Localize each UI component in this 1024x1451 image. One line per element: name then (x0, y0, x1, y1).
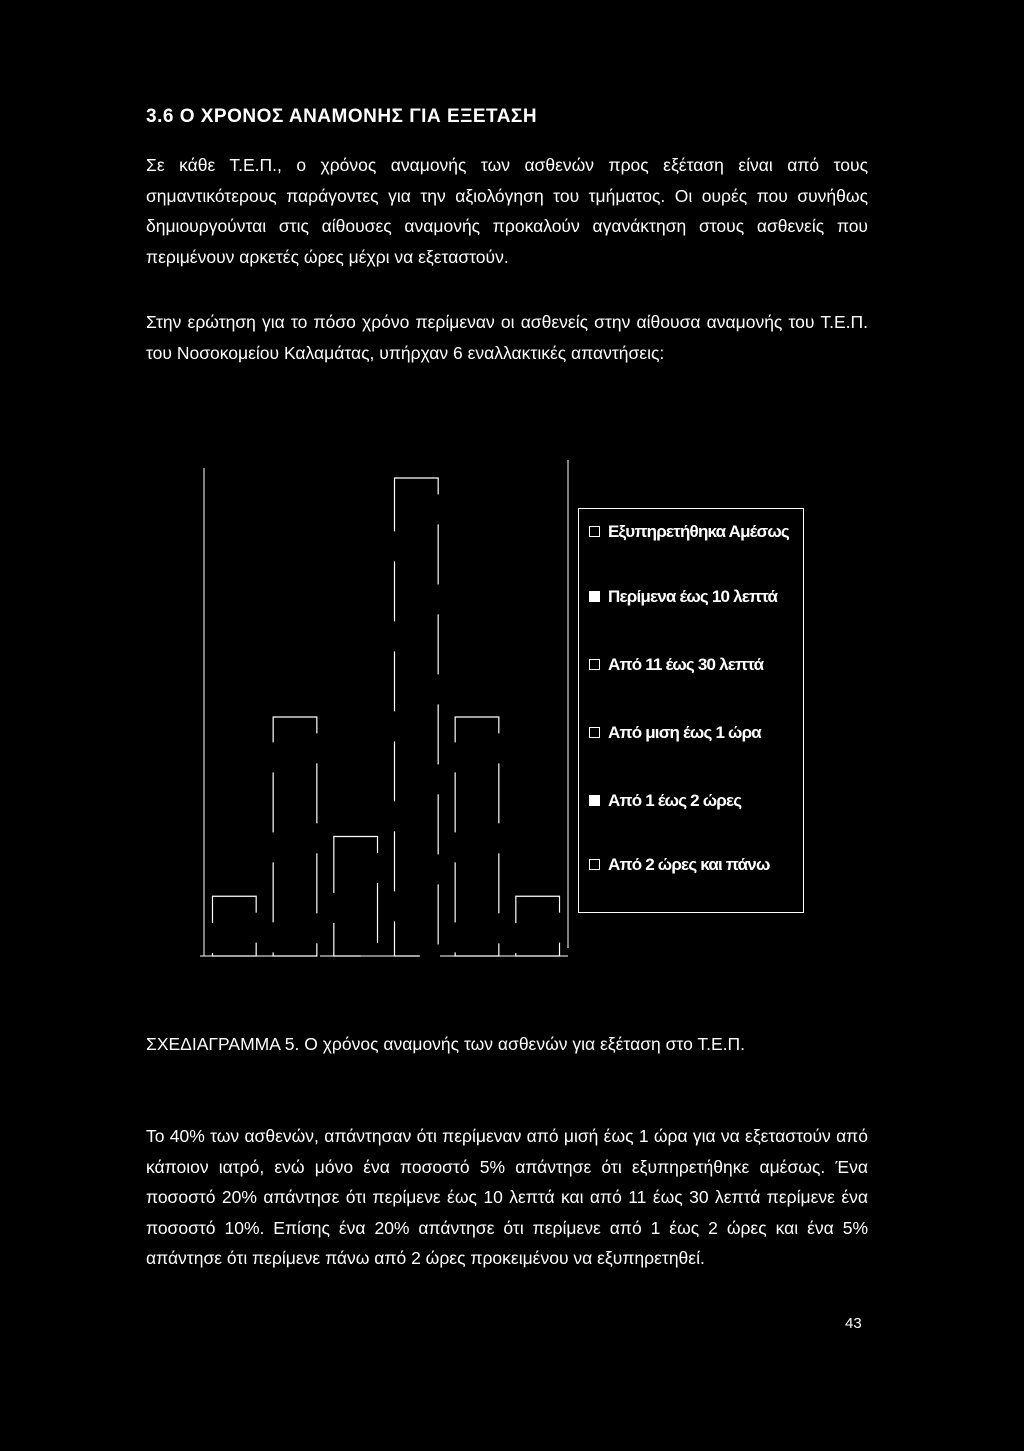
legend-swatch-solid-icon (589, 795, 600, 806)
page-number: 43 (845, 1315, 862, 1332)
intro-paragraph: Σε κάθε Τ.Ε.Π., ο χρόνος αναμονής των ασθενών προς εξέταση είναι από τους σημαντικότερους παράγοντες για την αξιολόγηση του τμήματος. Οι ουρές που συνήθως δημιουργούνται στις αίθουσες αναμονής προκαλούν αγανάκτηση στους ασθενείς που περιμένουν αρκετές ώρες μέχρι να εξεταστούν. (146, 155, 868, 267)
section-heading: 3.6 Ο ΧΡΟΝΟΣ ΑΝΑΜΟΝΗΣ ΓΙΑ ΕΞΕΤΑΣΗ (146, 106, 538, 127)
legend-item-over-2-hours (589, 850, 793, 880)
legend-item-1-to-2-hours (589, 786, 793, 816)
legend-swatch-outline-icon (589, 859, 600, 870)
legend-item-11-to-30-min (589, 650, 793, 680)
legend-swatch-outline-icon (589, 727, 600, 738)
legend-item-half-to-1-hour (589, 718, 793, 748)
legend-label: Από 1 έως 2 ώρες (608, 791, 742, 810)
bar-1 (212, 896, 256, 956)
bar-3 (334, 837, 378, 957)
legend-label: Εξυπηρετήθηκα Αμέσως (608, 522, 789, 541)
question-paragraph: Στην ερώτηση για το πόσο χρόνο περίμεναν οι ασθενείς στην αίθουσα αναμονής του Τ.Ε.Π. του Νοσοκομείου Καλαμάτας, υπήρχαν 6 εναλλακτικές απαντήσεις: (146, 312, 868, 363)
legend-item-up-to-10-min (589, 582, 793, 612)
bar-5 (455, 717, 499, 956)
bar-6 (516, 896, 560, 956)
legend-item-immediately (589, 517, 793, 547)
bar-4 (394, 478, 438, 956)
legend-label: Από μιση έως 1 ώρα (608, 723, 761, 742)
chart-plot-area (196, 448, 576, 968)
legend-swatch-outline-icon (589, 659, 600, 670)
legend-label: Από 11 έως 30 λεπτά (608, 655, 764, 674)
legend-label: Περίμενα έως 10 λεπτά (608, 587, 778, 606)
chart-legend (578, 508, 804, 913)
legend-swatch-solid-icon (589, 591, 600, 602)
bar-2 (273, 717, 317, 956)
legend-swatch-outline-icon (589, 526, 600, 537)
legend-label: Από 2 ώρες και πάνω (608, 855, 770, 874)
figure-caption: ΣΧΕΔΙΑΓΡΑΜΜΑ 5. Ο χρόνος αναμονής των ασθενών για εξέταση στο Τ.Ε.Π. (146, 1034, 746, 1054)
results-paragraph: Το 40% των ασθενών, απάντησαν ότι περίμεναν από μισή έως 1 ώρα για να εξεταστούν από κάποιον ιατρό, ενώ μόνο ένα ποσοστό 5% απάντησε ότι εξυπηρετήθηκε αμέσως. Ένα ποσοστό 20% απάντησε ότι περίμενε έως 10 λεπτά και από 11 έως 30 λεπτά περίμενε ένα ποσοστό 10%. Επίσης ένα 20% απάντησε ότι περίμενε από 1 έως 2 ώρες και ένα 5% απάντησε ότι περίμενε πάνω από 2 ώρες προκειμένου να εξυπηρετηθεί. (146, 1126, 868, 1268)
